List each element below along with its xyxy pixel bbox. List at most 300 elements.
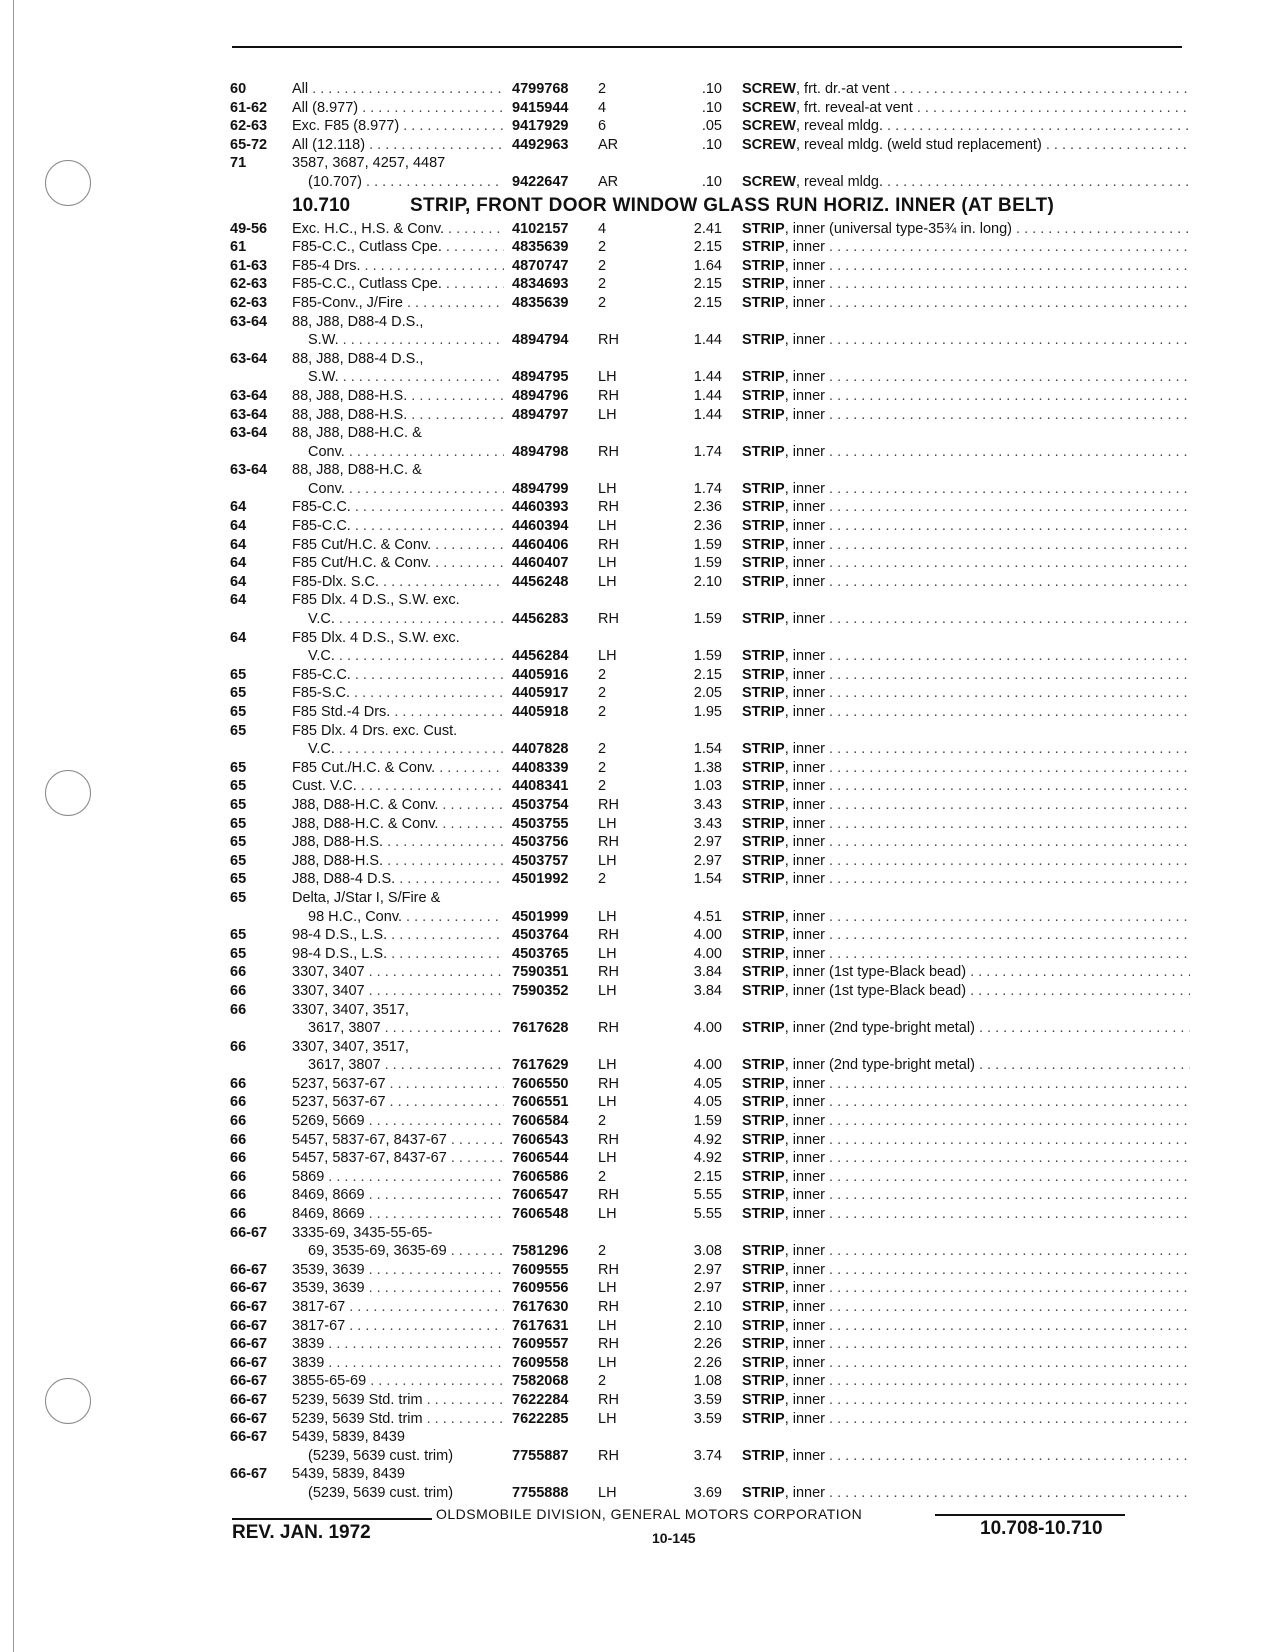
part-detail: inner: [792, 369, 826, 386]
application: S.W. . . .: [308, 368, 504, 387]
table-row: [230, 1242, 1190, 1261]
price: .10: [701, 136, 722, 153]
part-number: 4503754: [512, 796, 569, 813]
price: 5.55: [693, 1206, 722, 1223]
quantity: RH: [598, 1336, 619, 1353]
table-row: [230, 1168, 1190, 1187]
price: 1.38: [693, 759, 722, 776]
part-number: 4460394: [512, 518, 569, 535]
model-year: 66: [230, 1168, 247, 1185]
part-detail: inner (2nd type-bright metal): [792, 1057, 975, 1074]
price: 1.54: [693, 741, 722, 758]
part-number: 7590352: [512, 982, 569, 999]
quantity: LH: [598, 555, 617, 572]
application: 3617, 3807 . . .: [308, 1019, 504, 1038]
price: 2.97: [693, 1261, 722, 1278]
part-type: STRIP: [742, 815, 785, 832]
part-number: 7617629: [512, 1057, 569, 1074]
quantity: RH: [598, 796, 619, 813]
part-detail: inner: [792, 499, 826, 516]
price: 1.44: [693, 387, 722, 404]
description: STRIP, inner . . .: [742, 945, 1190, 964]
quantity: 2: [598, 276, 607, 293]
part-number: 9422647: [512, 173, 569, 190]
table-row: [230, 815, 1190, 834]
part-type: SCREW: [742, 136, 796, 153]
application: All . . .: [292, 80, 504, 99]
application: 3587, 3687, 4257, 4487: [292, 155, 446, 172]
price: 3.43: [693, 796, 722, 813]
application: 5269, 5669 . . .: [292, 1112, 504, 1131]
table-row: [230, 573, 1190, 592]
model-year: 63-64: [230, 387, 268, 404]
description: STRIP, inner . . .: [742, 610, 1190, 629]
part-number: 4501999: [512, 908, 569, 925]
model-year: 66: [230, 964, 247, 981]
description: SCREW, reveal mldg. . . .: [742, 173, 1190, 192]
table-row: [230, 1279, 1190, 1298]
part-type: STRIP: [742, 443, 785, 460]
part-type: STRIP: [742, 1484, 785, 1501]
quantity: LH: [598, 648, 617, 665]
part-detail: inner: [792, 239, 826, 256]
part-detail: inner (1st type-Black bead): [792, 982, 967, 999]
model-year: 60: [230, 81, 247, 97]
table-row: [230, 1075, 1190, 1094]
part-number: 4456248: [512, 573, 569, 590]
part-detail: inner: [792, 778, 826, 795]
price: .05: [701, 118, 722, 135]
quantity: 2: [598, 778, 607, 795]
part-detail: inner: [792, 1094, 826, 1111]
part-detail: inner: [792, 518, 826, 535]
part-number: 4503756: [512, 834, 569, 851]
quantity: 2: [598, 759, 607, 776]
model-year: 65: [230, 927, 247, 944]
part-type: STRIP: [742, 1336, 785, 1353]
part-number: 7606551: [512, 1094, 569, 1111]
model-year: 65: [230, 889, 247, 906]
price: 4.05: [693, 1075, 722, 1092]
description: STRIP, inner (universal type-35¾ in. long) . . .: [742, 220, 1190, 239]
part-type: STRIP: [742, 834, 785, 851]
application: J88, D88-H.C. & Conv. . . .: [292, 796, 504, 815]
part-number: 7617631: [512, 1317, 569, 1334]
table-row: [230, 443, 1190, 462]
table-row: [230, 498, 1190, 517]
part-number: 4405918: [512, 704, 569, 720]
part-number: 4894794: [512, 332, 569, 349]
table-row: [230, 1038, 1190, 1057]
application: 98-4 D.S., L.S. . . .: [292, 926, 504, 945]
application: 3839 . . .: [292, 1354, 504, 1373]
part-detail: inner: [792, 1113, 826, 1130]
description: STRIP, inner . . .: [742, 1410, 1190, 1429]
part-type: STRIP: [742, 685, 785, 702]
page-margin-line: [13, 0, 14, 1652]
quantity: 2: [598, 741, 607, 758]
description: STRIP, inner . . .: [742, 1317, 1190, 1336]
part-detail: inner: [792, 1150, 826, 1167]
application: 3617, 3807 . . .: [308, 1056, 504, 1075]
price: .10: [701, 173, 722, 190]
description: STRIP, inner . . .: [742, 1112, 1190, 1131]
part-type: STRIP: [742, 1299, 785, 1315]
part-type: STRIP: [742, 369, 785, 386]
model-year: 65: [230, 834, 247, 851]
table-row: [230, 629, 1190, 648]
part-type: STRIP: [742, 1410, 785, 1427]
part-number: 9417929: [512, 118, 569, 135]
part-detail: inner: [792, 406, 826, 423]
binder-hole: [45, 1378, 91, 1424]
table-row: [230, 1298, 1190, 1317]
application: F85-Dlx. S.C. . . .: [292, 573, 504, 592]
price: 2.05: [693, 685, 722, 702]
part-number: 4408341: [512, 778, 569, 795]
quantity: 6: [598, 118, 607, 135]
application: (5239, 5639 cust. trim): [308, 1484, 454, 1501]
application: S.W. . . .: [308, 331, 504, 350]
description: STRIP, inner . . .: [742, 870, 1190, 889]
quantity: 2: [598, 294, 607, 311]
table-row: [230, 666, 1190, 685]
table-row: [230, 1149, 1190, 1168]
price: 1.03: [693, 778, 722, 795]
description: STRIP, inner . . .: [742, 498, 1190, 517]
description: STRIP, inner . . .: [742, 1391, 1190, 1410]
part-type: SCREW: [742, 118, 796, 135]
table-row: [230, 722, 1190, 741]
price: 1.59: [693, 536, 722, 553]
application: 3307, 3407, 3517,: [292, 1001, 409, 1018]
application: 5439, 5839, 8439: [292, 1466, 405, 1483]
part-number: 4408339: [512, 759, 569, 776]
quantity: RH: [598, 1020, 619, 1037]
price: 2.26: [693, 1336, 722, 1353]
quantity: 2: [598, 257, 607, 274]
model-year: 66-67: [230, 1336, 268, 1353]
model-year: 66: [230, 1075, 247, 1092]
part-type: STRIP: [742, 1168, 785, 1185]
application: F85 Dlx. 4 D.S., S.W. exc.: [292, 592, 460, 609]
part-detail: frt. reveal-at vent: [804, 99, 913, 116]
table-row: [230, 982, 1190, 1001]
part-detail: inner: [792, 1206, 826, 1223]
table-row: [230, 1391, 1190, 1410]
part-detail: inner: [792, 852, 826, 869]
table-row: [230, 117, 1190, 136]
price: 2.10: [693, 573, 722, 590]
parts-listing: [230, 80, 1190, 1503]
price: 2.97: [693, 852, 722, 869]
part-number: 7581296: [512, 1243, 569, 1260]
part-detail: inner: [792, 927, 826, 944]
table-row: [230, 1465, 1190, 1484]
part-number: 7609556: [512, 1280, 569, 1297]
model-year: 66: [230, 1038, 247, 1055]
section-title: STRIP, FRONT DOOR WINDOW GLASS RUN HORIZ. INNER (AT BELT): [410, 194, 1055, 216]
application: (10.707) . . .: [308, 173, 504, 192]
quantity: LH: [598, 369, 617, 386]
part-type: STRIP: [742, 759, 785, 776]
part-type: STRIP: [742, 499, 785, 516]
model-year: 66-67: [230, 1410, 268, 1427]
application: All (8.977) . . .: [292, 99, 504, 118]
part-number: 7609557: [512, 1336, 569, 1353]
application: 5439, 5839, 8439: [292, 1429, 405, 1446]
model-year: 66-67: [230, 1317, 268, 1334]
table-row: [230, 1056, 1190, 1075]
application: 3855-65-69 . . .: [292, 1372, 504, 1391]
table-row: [230, 1261, 1190, 1280]
application: F85-C.C. . . .: [292, 517, 504, 536]
model-year: 64: [230, 629, 247, 646]
price: 1.44: [693, 406, 722, 423]
part-type: STRIP: [742, 778, 785, 795]
model-year: 65: [230, 945, 247, 962]
description: STRIP, inner (1st type-Black bead) . . .: [742, 963, 1190, 982]
table-row: [230, 945, 1190, 964]
model-year: 62-63: [230, 276, 268, 293]
description: STRIP, inner . . .: [742, 517, 1190, 536]
table-row: [230, 238, 1190, 257]
price: .10: [701, 99, 722, 116]
quantity: LH: [598, 480, 617, 497]
quantity: RH: [598, 1261, 619, 1278]
price: .10: [701, 81, 722, 97]
part-detail: inner (2nd type-bright metal): [792, 1020, 975, 1037]
part-number: 4870747: [512, 257, 569, 274]
application: J88, D88-H.C. & Conv. . . .: [292, 815, 504, 834]
description: STRIP, inner . . .: [742, 275, 1190, 294]
part-type: STRIP: [742, 666, 785, 683]
quantity: 2: [598, 685, 607, 702]
part-type: SCREW: [742, 99, 796, 116]
part-number: 7617628: [512, 1020, 569, 1037]
description: STRIP, inner . . .: [742, 536, 1190, 555]
application: Conv. . . .: [308, 443, 504, 462]
part-type: STRIP: [742, 1243, 785, 1260]
part-type: STRIP: [742, 871, 785, 888]
quantity: LH: [598, 852, 617, 869]
part-detail: reveal mldg.: [804, 173, 884, 190]
price: 4.92: [693, 1150, 722, 1167]
price: 1.44: [693, 369, 722, 386]
part-detail: inner: [792, 1243, 826, 1260]
application: All (12.118) . . .: [292, 136, 504, 155]
description: STRIP, inner . . .: [742, 480, 1190, 499]
part-detail: inner: [792, 1131, 826, 1148]
quantity: 2: [598, 239, 607, 256]
table-row: [230, 368, 1190, 387]
price: 2.10: [693, 1299, 722, 1315]
quantity: 2: [598, 1373, 607, 1390]
price: 1.74: [693, 443, 722, 460]
model-year: 71: [230, 155, 247, 172]
price: 3.84: [693, 964, 722, 981]
application: V.C. . . .: [308, 740, 504, 759]
part-type: STRIP: [742, 945, 785, 962]
description: STRIP, inner . . .: [742, 554, 1190, 573]
part-detail: reveal mldg. (weld stud replacement): [804, 136, 1042, 153]
application: 5869 . . .: [292, 1168, 504, 1187]
quantity: LH: [598, 573, 617, 590]
part-detail: inner: [792, 573, 826, 590]
application: 3539, 3639 . . .: [292, 1261, 504, 1280]
part-detail: inner: [792, 1075, 826, 1092]
model-year: 63-64: [230, 406, 268, 423]
model-year: 65: [230, 685, 247, 702]
footer-section-range: 10.708-10.710: [980, 1518, 1103, 1539]
quantity: LH: [598, 1410, 617, 1427]
part-detail: inner: [792, 908, 826, 925]
quantity: 4: [598, 99, 607, 116]
price: 2.97: [693, 834, 722, 851]
application: 3817-67 . . .: [292, 1298, 504, 1317]
model-year: 65: [230, 666, 247, 683]
quantity: 2: [598, 1168, 607, 1185]
price: 1.59: [693, 555, 722, 572]
strip-rows: [230, 220, 1190, 1503]
application: (5239, 5639 cust. trim): [308, 1447, 454, 1464]
description: STRIP, inner . . .: [742, 852, 1190, 871]
part-number: 4894798: [512, 443, 569, 460]
description: STRIP, inner . . .: [742, 406, 1190, 425]
description: STRIP, inner . . .: [742, 1093, 1190, 1112]
price: 1.59: [693, 648, 722, 665]
part-detail: inner: [792, 387, 826, 404]
part-type: SCREW: [742, 173, 796, 190]
application: Exc. F85 (8.977) . . .: [292, 117, 504, 136]
part-number: 7606550: [512, 1075, 569, 1092]
table-row: [230, 517, 1190, 536]
section-number: 10.710: [292, 194, 351, 216]
part-number: 7617630: [512, 1299, 569, 1315]
price: 2.36: [693, 499, 722, 516]
price: 2.15: [693, 239, 722, 256]
price: 1.59: [693, 611, 722, 628]
part-number: 4894796: [512, 387, 569, 404]
table-row: [230, 294, 1190, 313]
application: J88, D88-H.S. . . .: [292, 833, 504, 852]
part-type: STRIP: [742, 257, 785, 274]
part-number: 7606586: [512, 1168, 569, 1185]
description: STRIP, inner . . .: [742, 1149, 1190, 1168]
table-row: [230, 777, 1190, 796]
model-year: 64: [230, 499, 247, 516]
table-row: [230, 80, 1190, 99]
table-row: [230, 424, 1190, 443]
price: 3.59: [693, 1410, 722, 1427]
application: J88, D88-4 D.S. . . .: [292, 870, 504, 889]
part-detail: inner: [792, 685, 826, 702]
price: 2.97: [693, 1280, 722, 1297]
application: 5239, 5639 Std. trim . . .: [292, 1391, 504, 1410]
model-year: 63-64: [230, 462, 268, 479]
model-year: 66-67: [230, 1280, 268, 1297]
part-number: 4503765: [512, 945, 569, 962]
table-row: [230, 406, 1190, 425]
part-detail: inner: [792, 1336, 826, 1353]
table-row: [230, 1224, 1190, 1243]
table-row: [230, 870, 1190, 889]
model-year: 65: [230, 871, 247, 888]
table-row: [230, 889, 1190, 908]
application: F85 Std.-4 Drs. . . .: [292, 703, 504, 722]
model-year: 66: [230, 982, 247, 999]
binder-hole: [45, 770, 91, 816]
table-row: [230, 136, 1190, 155]
part-number: 7606548: [512, 1206, 569, 1223]
description: STRIP, inner . . .: [742, 1335, 1190, 1354]
description: STRIP, inner . . .: [742, 1186, 1190, 1205]
application: F85 Dlx. 4 Drs. exc. Cust.: [292, 722, 458, 739]
part-type: STRIP: [742, 908, 785, 925]
part-detail: inner: [792, 480, 826, 497]
part-number: 4503764: [512, 927, 569, 944]
application: J88, D88-H.S. . . .: [292, 852, 504, 871]
quantity: LH: [598, 1057, 617, 1074]
part-type: STRIP: [742, 239, 785, 256]
application: F85-C.C., Cutlass Cpe. . . .: [292, 275, 504, 294]
part-number: 4799768: [512, 81, 569, 97]
table-row: [230, 220, 1190, 239]
part-detail: inner: [792, 796, 826, 813]
quantity: RH: [598, 1391, 619, 1408]
part-type: STRIP: [742, 1075, 785, 1092]
part-number: 7755888: [512, 1484, 569, 1501]
price: 3.69: [693, 1484, 722, 1501]
description: STRIP, inner . . .: [742, 1372, 1190, 1391]
description: STRIP, inner . . .: [742, 387, 1190, 406]
description: STRIP, inner . . .: [742, 331, 1190, 350]
quantity: LH: [598, 945, 617, 962]
model-year: 62-63: [230, 118, 268, 135]
part-number: 4492963: [512, 136, 569, 153]
table-row: [230, 554, 1190, 573]
description: STRIP, inner . . .: [742, 703, 1190, 722]
footer-corporation: OLDSMOBILE DIVISION, GENERAL MOTORS CORPORATION: [436, 1506, 863, 1522]
application: 8469, 8669 . . .: [292, 1186, 504, 1205]
part-detail: inner: [792, 276, 826, 293]
part-type: STRIP: [742, 1113, 785, 1130]
table-row: [230, 1410, 1190, 1429]
model-year: 63-64: [230, 425, 268, 442]
description: STRIP, inner . . .: [742, 666, 1190, 685]
description: STRIP, inner . . .: [742, 1261, 1190, 1280]
table-row: [230, 1112, 1190, 1131]
price: 2.26: [693, 1354, 722, 1371]
price: 1.64: [693, 257, 722, 274]
part-number: 7622285: [512, 1410, 569, 1427]
description: STRIP, inner . . .: [742, 759, 1190, 778]
part-type: STRIP: [742, 704, 785, 720]
part-type: STRIP: [742, 573, 785, 590]
part-type: STRIP: [742, 220, 785, 237]
quantity: RH: [598, 443, 619, 460]
footer-rule: [935, 1514, 1125, 1516]
part-type: STRIP: [742, 1391, 785, 1408]
price: 1.08: [693, 1373, 722, 1390]
part-detail: inner: [792, 815, 826, 832]
part-number: 9415944: [512, 99, 569, 116]
table-row: [230, 1484, 1190, 1503]
table-row: [230, 908, 1190, 927]
part-type: STRIP: [742, 1261, 785, 1278]
price: 4.51: [693, 908, 722, 925]
description: STRIP, inner . . .: [742, 294, 1190, 313]
